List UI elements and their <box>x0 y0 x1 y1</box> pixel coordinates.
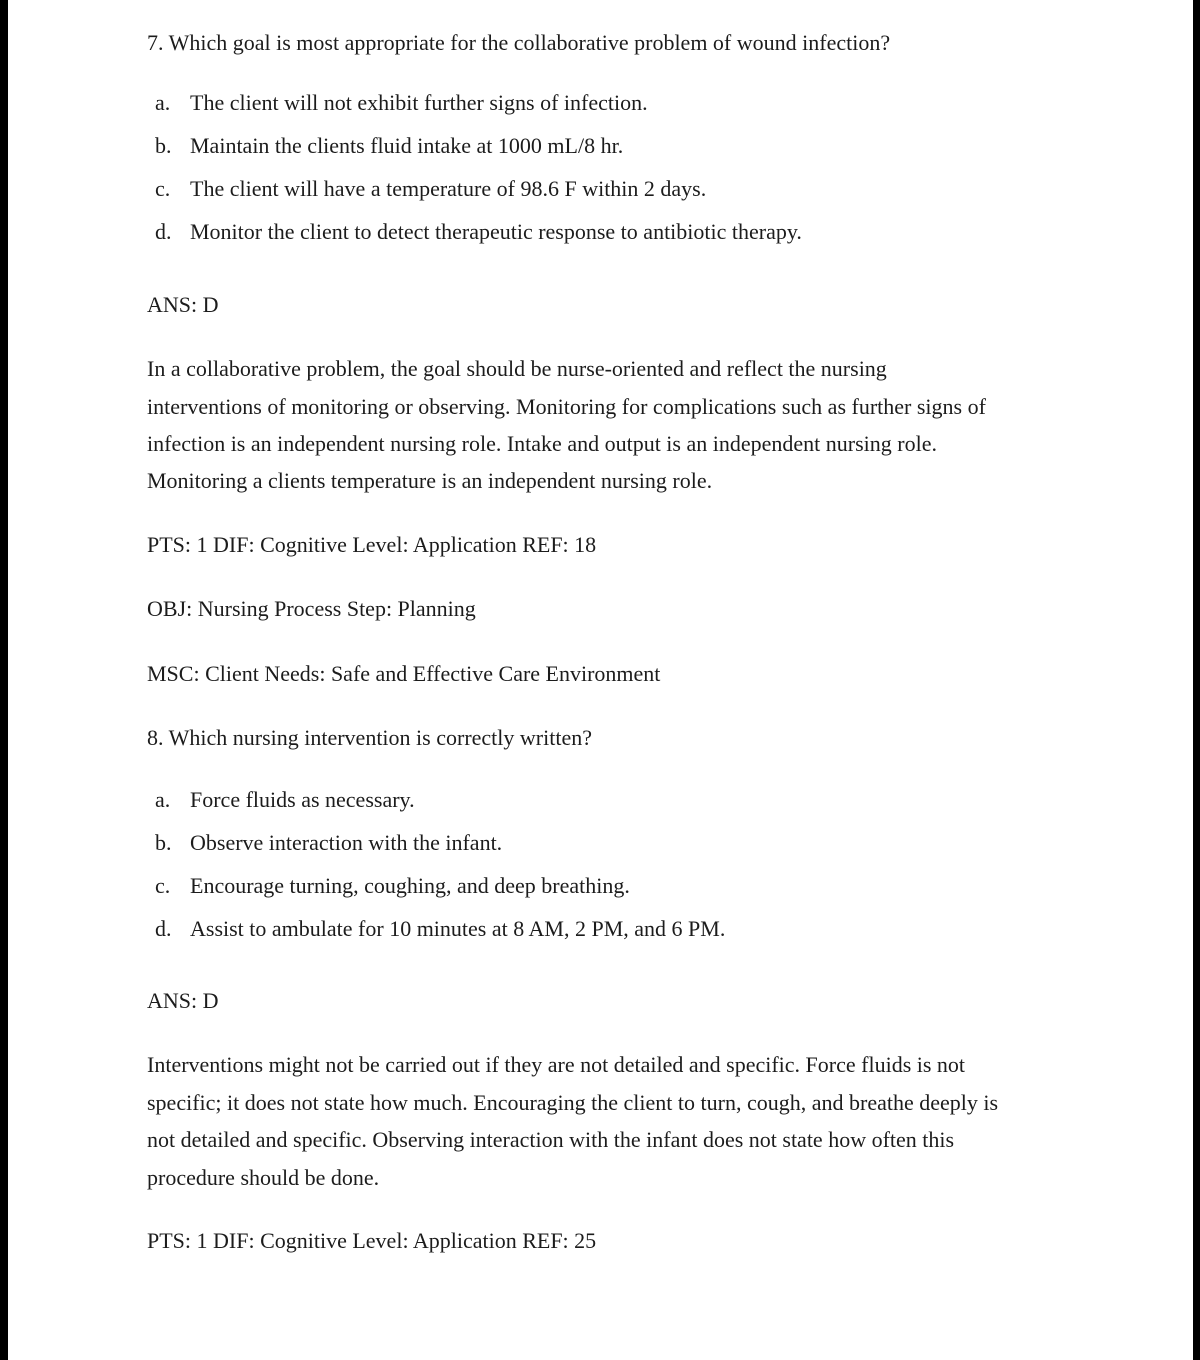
option-letter: b. <box>155 830 172 855</box>
question-8: 8. Which nursing intervention is correctly written? <box>147 725 592 750</box>
rationale-line: Monitoring a clients temperature is an independent nursing role. <box>147 468 713 493</box>
option-letter: b. <box>155 133 172 158</box>
rationale-line: infection is an independent nursing role. Intake and output is an independent nursing role. <box>147 431 937 456</box>
rationale-line: procedure should be done. <box>147 1165 380 1190</box>
rationale-line: not detailed and specific. Observing interaction with the infant does not state how often this <box>147 1127 955 1152</box>
option-text: Maintain the clients fluid intake at 1000 mL/8 hr. <box>190 133 624 158</box>
option-text: Monitor the client to detect therapeutic response to antibiotic therapy. <box>190 219 802 244</box>
answer-8: ANS: D <box>147 988 219 1013</box>
option-text: The client will not exhibit further signs of infection. <box>190 90 648 115</box>
option-letter: c. <box>155 176 171 201</box>
rationale-line: specific; it does not state how much. Encouraging the client to turn, cough, and breathe deeply is <box>147 1090 999 1115</box>
answer-7: ANS: D <box>147 292 219 317</box>
option-text: Observe interaction with the infant. <box>190 830 503 855</box>
option-letter: d. <box>155 219 172 244</box>
option-text: Encourage turning, coughing, and deep breathing. <box>190 873 630 898</box>
option-letter: a. <box>155 90 171 115</box>
msc-7: MSC: Client Needs: Safe and Effective Care Environment <box>147 661 661 686</box>
document-page <box>8 0 1193 1360</box>
pts-8: PTS: 1 DIF: Cognitive Level: Application REF: 25 <box>147 1228 597 1253</box>
pts-7: PTS: 1 DIF: Cognitive Level: Application REF: 18 <box>147 532 597 557</box>
option-text: Force fluids as necessary. <box>190 787 415 812</box>
option-letter: c. <box>155 873 171 898</box>
question-7: 7. Which goal is most appropriate for the collaborative problem of wound infection? <box>147 30 891 55</box>
option-letter: d. <box>155 916 172 941</box>
rationale-line: interventions of monitoring or observing. Monitoring for complications such as further signs of <box>147 394 986 419</box>
option-text: The client will have a temperature of 98.6 F within 2 days. <box>190 176 707 201</box>
option-letter: a. <box>155 787 171 812</box>
option-text: Assist to ambulate for 10 minutes at 8 AM, 2 PM, and 6 PM. <box>190 916 726 941</box>
obj-7: OBJ: Nursing Process Step: Planning <box>147 596 476 621</box>
rationale-line: In a collaborative problem, the goal should be nurse-oriented and reflect the nursing <box>147 356 887 381</box>
rationale-line: Interventions might not be carried out if they are not detailed and specific. Force fluids is not <box>147 1052 966 1077</box>
